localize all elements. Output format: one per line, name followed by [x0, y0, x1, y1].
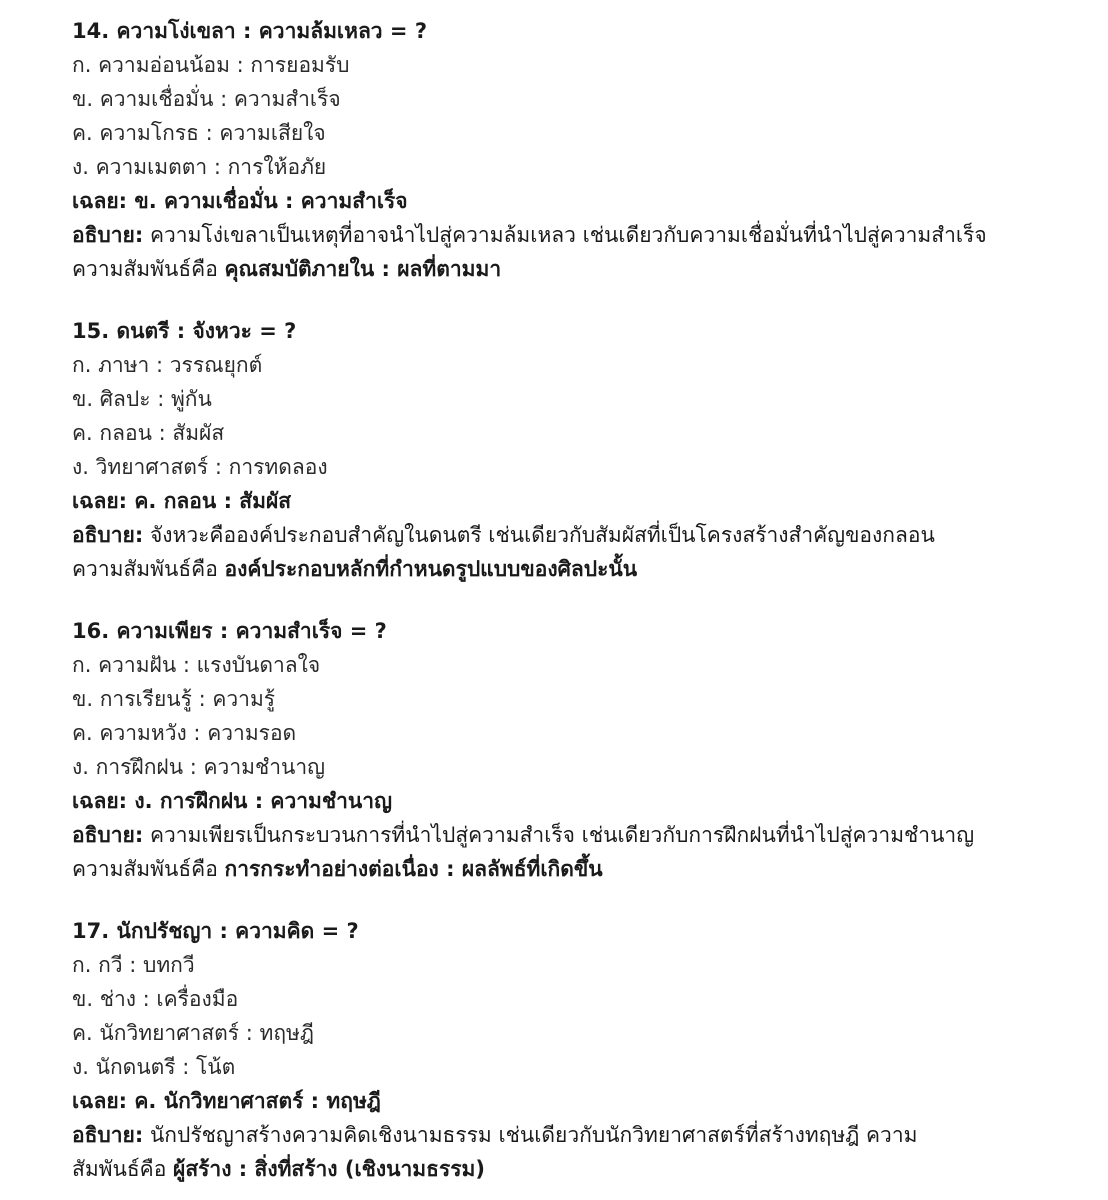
explanation-label: อธิบาย: — [72, 1123, 144, 1147]
choice-d: ง. นักดนตรี : โน้ต — [72, 1055, 236, 1079]
choice-a: ก. กวี : บทกวี — [72, 953, 195, 977]
answer-label: เฉลย: — [72, 189, 128, 213]
choice-a: ก. ความอ่อนน้อม : การยอมรับ — [72, 53, 350, 77]
question-title: 15. ดนตรี : จังหวะ = ? — [72, 319, 297, 343]
choice-b: ข. ความเชื่อมั่น : ความสำเร็จ — [72, 87, 341, 111]
question-title: 16. ความเพียร : ความสำเร็จ = ? — [72, 619, 387, 643]
explanation-label: อธิบาย: — [72, 823, 144, 847]
relation-line — [72, 852, 1068, 886]
explanation-label: อธิบาย: — [72, 523, 144, 547]
relation-bold: ผู้สร้าง : สิ่งที่สร้าง (เชิงนามธรรม) — [173, 1157, 485, 1181]
answer-text: ง. การฝึกฝน : ความชำนาญ — [134, 789, 392, 813]
explanation-text: ความเพียรเป็นกระบวนการที่นำไปสู่ความสำเร็จ เช่นเดียวกับการฝึกฝนที่นำไปสู่ความชำนาญ — [149, 823, 975, 847]
choice-b: ข. ช่าง : เครื่องมือ — [72, 987, 239, 1011]
question-title: 17. นักปรัชญา : ความคิด = ? — [72, 919, 359, 943]
relation-prefix: สัมพันธ์คือ — [72, 1157, 167, 1181]
explanation-text: นักปรัชญาสร้างความคิดเชิงนามธรรม เช่นเดียวกับนักวิทยาศาสตร์ที่สร้างทฤษฎี ความ — [149, 1123, 918, 1147]
answer-label: เฉลย: — [72, 789, 128, 813]
choice-d: ง. วิทยาศาสตร์ : การทดลอง — [72, 455, 328, 479]
explanation-text: จังหวะคือองค์ประกอบสำคัญในดนตรี เช่นเดียวกับสัมผัสที่เป็นโครงสร้างสำคัญของกลอน — [149, 523, 935, 547]
answer-text: ข. ความเชื่อมั่น : ความสำเร็จ — [134, 189, 408, 213]
question-block-16 — [72, 614, 1068, 886]
choice-c: ค. ความหวัง : ความรอด — [72, 721, 297, 745]
answer-line — [72, 784, 1068, 818]
explanation-line — [72, 1118, 1068, 1152]
choice-c: ค. กลอน : สัมผัส — [72, 421, 225, 445]
choice-b: ข. การเรียนรู้ : ความรู้ — [72, 687, 276, 711]
explanation-line — [72, 818, 1068, 852]
answer-label: เฉลย: — [72, 489, 128, 513]
question-block-17 — [72, 914, 1068, 1186]
choice-c: ค. ความโกรธ : ความเสียใจ — [72, 121, 326, 145]
question-block-14 — [72, 14, 1068, 286]
relation-line — [72, 1152, 1068, 1186]
answer-line — [72, 484, 1068, 518]
answer-line — [72, 1084, 1068, 1118]
relation-bold: คุณสมบัติภายใน : ผลที่ตามมา — [224, 257, 502, 281]
answer-label: เฉลย: — [72, 1089, 128, 1113]
relation-prefix: ความสัมพันธ์คือ — [72, 257, 218, 281]
relation-bold: องค์ประกอบหลักที่กำหนดรูปแบบของศิลปะนั้น — [224, 557, 638, 581]
explanation-line — [72, 218, 1068, 252]
question-block-15 — [72, 314, 1068, 586]
relation-bold: การกระทำอย่างต่อเนื่อง : ผลลัพธ์ที่เกิดขึ้น — [224, 857, 603, 881]
choice-d: ง. การฝึกฝน : ความชำนาญ — [72, 755, 326, 779]
relation-prefix: ความสัมพันธ์คือ — [72, 857, 218, 881]
choice-a: ก. ความฝัน : แรงบันดาลใจ — [72, 653, 321, 677]
choice-c: ค. นักวิทยาศาสตร์ : ทฤษฎี — [72, 1021, 314, 1045]
explanation-line — [72, 518, 1068, 552]
answer-text: ค. นักวิทยาศาสตร์ : ทฤษฎี — [134, 1089, 381, 1113]
choice-d: ง. ความเมตตา : การให้อภัย — [72, 155, 327, 179]
choice-a: ก. ภาษา : วรรณยุกต์ — [72, 353, 263, 377]
answer-text: ค. กลอน : สัมผัส — [134, 489, 292, 513]
explanation-text: ความโง่เขลาเป็นเหตุที่อาจนำไปสู่ความล้มเหลว เช่นเดียวกับความเชื่อมั่นที่นำไปสู่ความสำเร็จ — [149, 223, 987, 247]
relation-line — [72, 552, 1068, 586]
relation-line — [72, 252, 1068, 286]
question-title: 14. ความโง่เขลา : ความล้มเหลว = ? — [72, 19, 428, 43]
explanation-label: อธิบาย: — [72, 223, 144, 247]
answer-line — [72, 184, 1068, 218]
choice-b: ข. ศิลปะ : พู่กัน — [72, 387, 212, 411]
relation-prefix: ความสัมพันธ์คือ — [72, 557, 218, 581]
